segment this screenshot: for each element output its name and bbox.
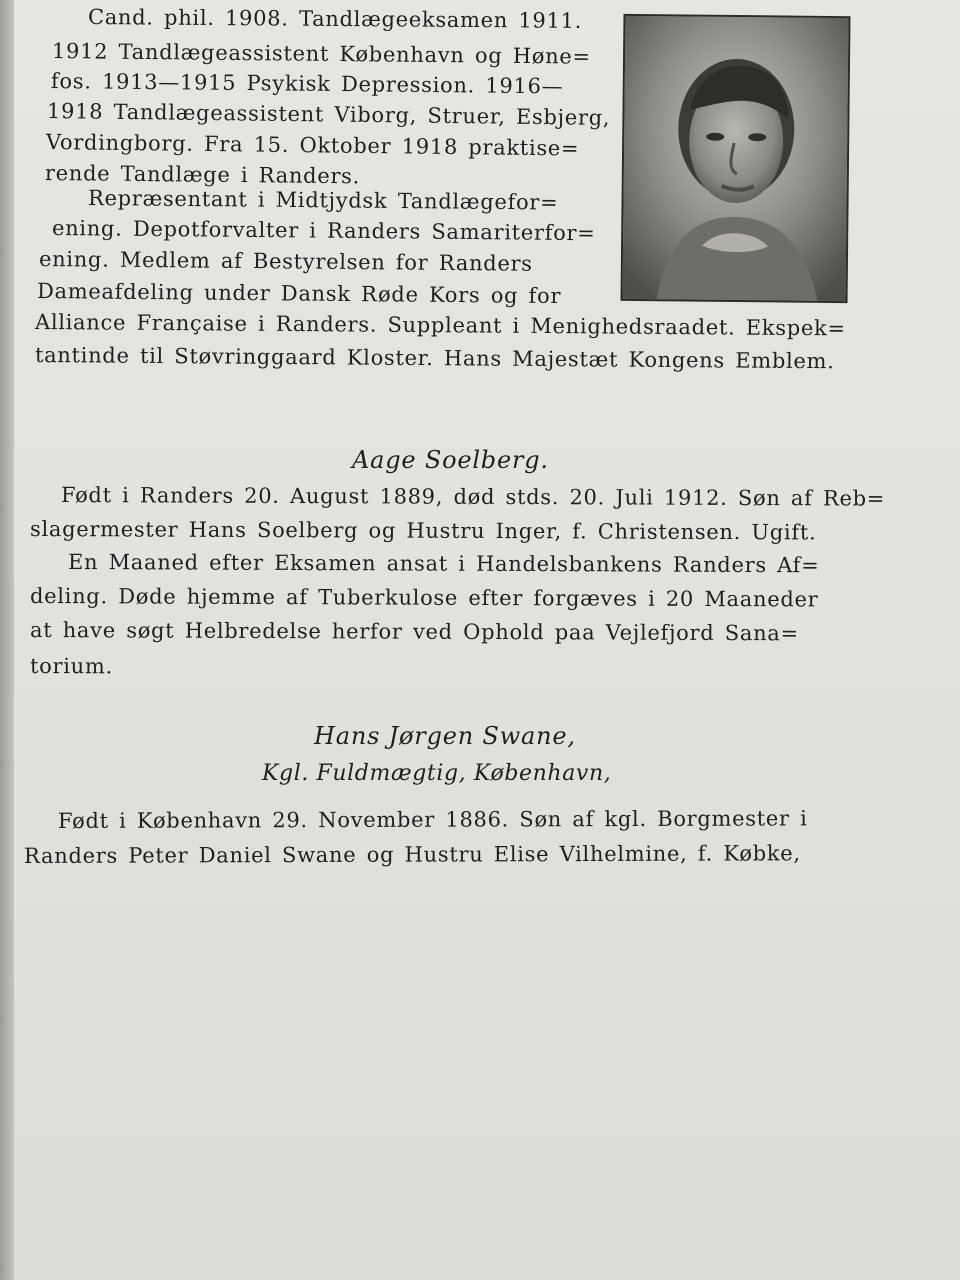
- swane-line-1: [58, 808, 864, 832]
- soelberg-line-2: [30, 519, 856, 544]
- top-bio-line-7-text: Repræsentant i Midtjydsk Tandlægefor=: [87, 186, 559, 215]
- page-gutter-shadow: [0, 0, 14, 1280]
- top-bio-line-8-text: ening. Depotforvalter i Randers Samariterfor=: [51, 216, 596, 246]
- top-bio-line-9-text: ening. Medlem af Bestyrelsen for Randers: [38, 247, 533, 276]
- top-bio-line-1-text: Cand. phil. 1908. Tandlægeeksamen 1911.: [87, 5, 583, 33]
- soelberg-line-3: [68, 552, 856, 576]
- swane-title-heading: Kgl. Fuldmægtig, København,: [262, 761, 612, 786]
- soelberg-line-4: [30, 586, 856, 611]
- top-bio-line-3: [51, 71, 592, 98]
- top-bio-line-11-text: Alliance Française i Randers. Suppleant i Menighedsraadet. Ekspek=: [34, 310, 846, 341]
- top-bio-line-5: [46, 132, 592, 160]
- top-bio-line-2-text: 1912 Tandlægeassistent København og Høne=: [51, 39, 591, 69]
- top-bio-line-6: [45, 163, 360, 187]
- top-bio-line-12: [35, 345, 847, 372]
- top-bio-line-9: [39, 249, 592, 275]
- top-bio-line-5-text: Vordingborg. Fra 15. Oktober 1918 praktise=: [45, 130, 580, 161]
- swane-line-2: [24, 843, 864, 867]
- top-bio-line-10-text: Dameafdeling under Dansk Røde Kors og for: [36, 279, 562, 309]
- swane-line-2-text: Randers Peter Daniel Swane og Hustru Elise Vilhelmine, f. Købke,: [23, 841, 801, 868]
- soelberg-line-5-text: at have søgt Helbredelse herfor ved Ophold paa Vejlefjord Sana=: [29, 618, 799, 646]
- soelberg-line-6: [30, 656, 113, 677]
- top-bio-line-7: [88, 188, 592, 214]
- swane-name-heading: Hans Jørgen Swane,: [314, 722, 576, 750]
- portrait-illustration: [623, 16, 849, 301]
- portrait-photo: [621, 14, 851, 303]
- soelberg-line-4-text: deling. Døde hjemme af Tuberkulose efter forgæves i 20 Maaneder: [29, 584, 819, 612]
- soelberg-name-heading: Aage Soelberg.: [352, 446, 549, 474]
- top-bio-line-4: [46, 99, 611, 130]
- top-bio-line-12-text: tantinde til Støvringgaard Kloster. Hans Majestæt Kongens Emblem.: [34, 343, 835, 374]
- top-bio-line-6-text: rende Tandlæge i Randers.: [44, 161, 361, 189]
- top-bio-line-4-text: 1918 Tandlægeassistent Viborg, Struer, Esbjerg,: [46, 99, 611, 130]
- top-bio-line-11: [35, 312, 847, 339]
- soelberg-line-1-text: Født i Randers 20. August 1889, død stds. 20. Juli 1912. Søn af Reb=: [60, 483, 886, 511]
- top-bio-line-10: [37, 281, 592, 307]
- top-bio-line-3-text: fos. 1913—1915 Psykisk Depression. 1916—: [50, 69, 564, 99]
- soelberg-line-3-text: En Maaned efter Eksamen ansat i Handelsbankens Randers Af=: [67, 550, 820, 578]
- swane-line-1-text: Født i København 29. November 1886. Søn af kgl. Borgmester i: [57, 806, 808, 833]
- soelberg-line-5: [30, 620, 856, 645]
- soelberg-line-2-text: slagermester Hans Soelberg og Hustru Inger, f. Christensen. Ugift.: [29, 517, 817, 545]
- top-bio-line-8: [51, 216, 596, 246]
- soelberg-line-6-text: torium.: [29, 654, 113, 679]
- top-bio-line-2: [52, 41, 592, 68]
- soelberg-line-1: [60, 483, 886, 511]
- top-bio-line-1: [88, 7, 592, 32]
